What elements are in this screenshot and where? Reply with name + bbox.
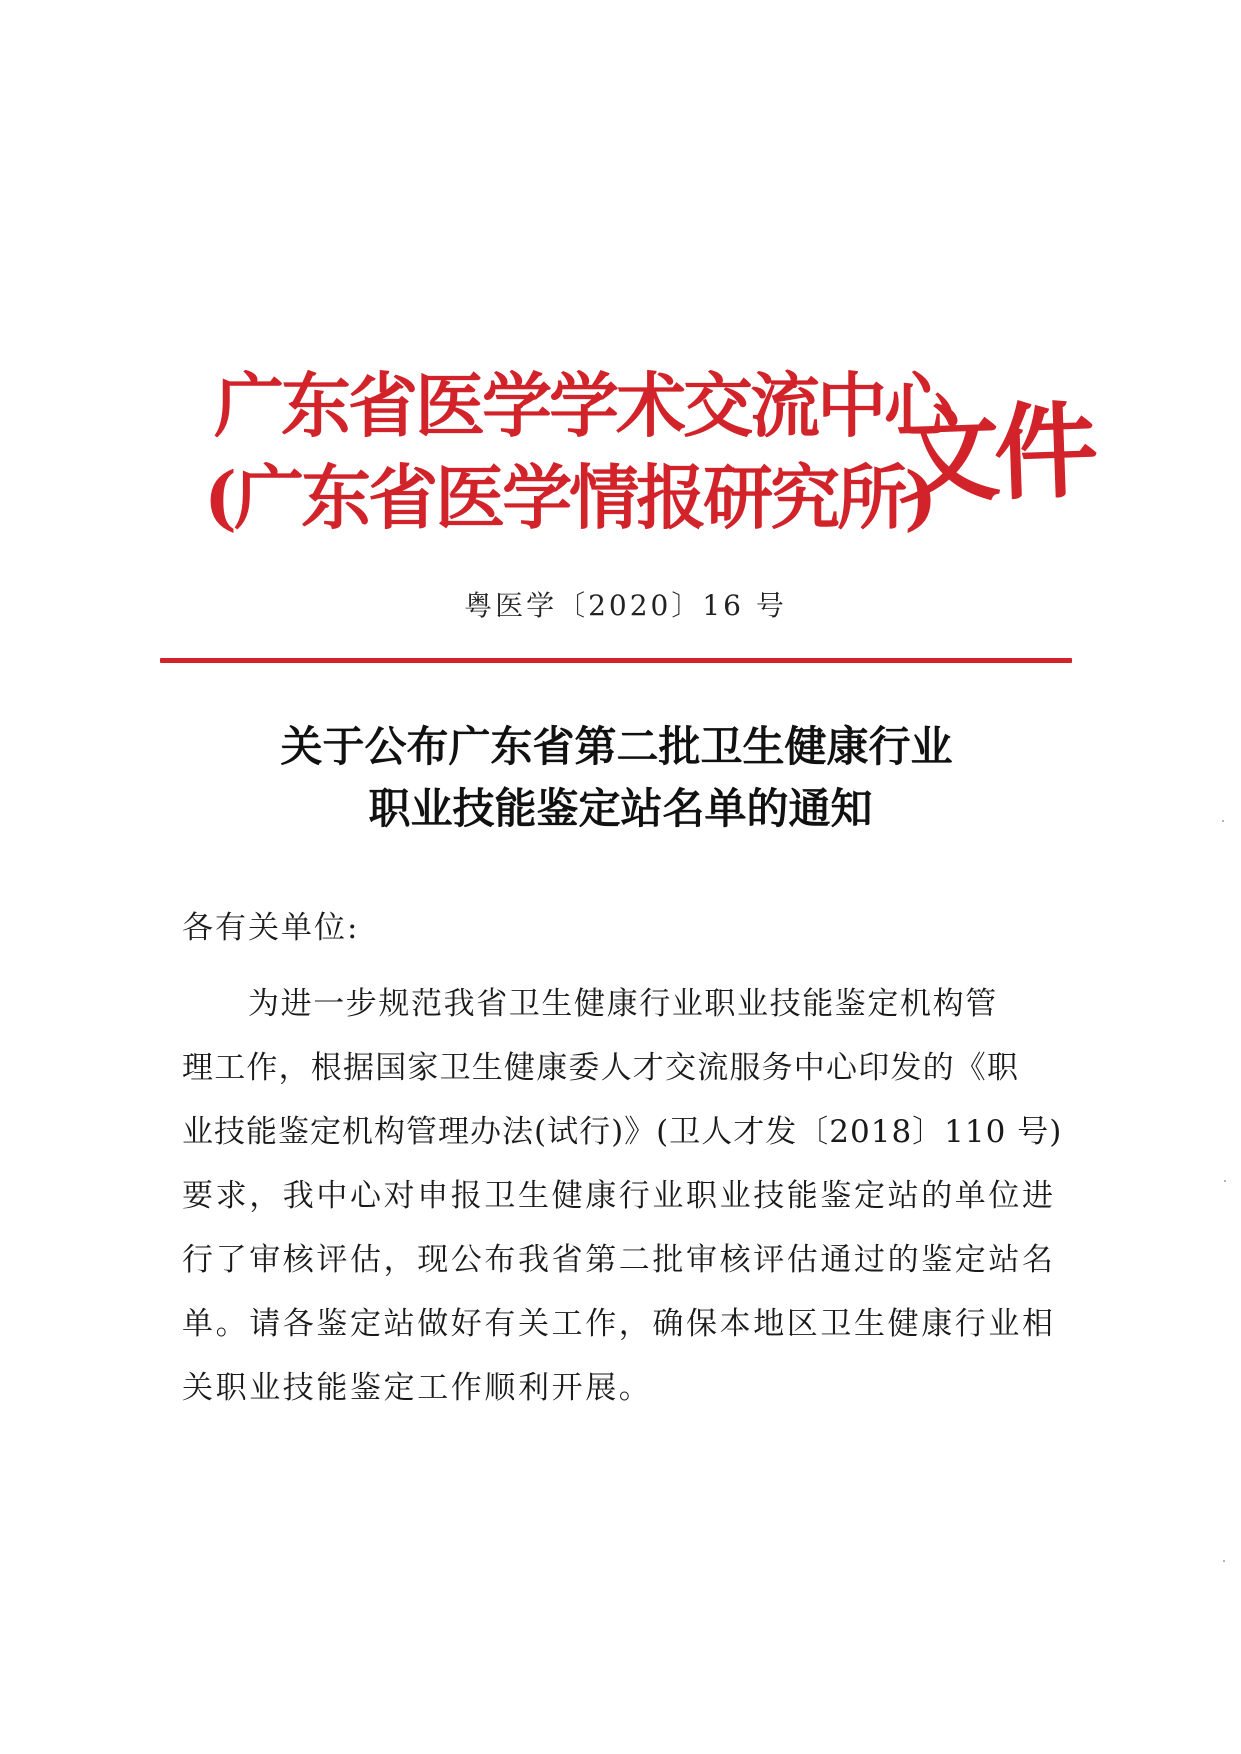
notice-title-line2: 职业技能鉴定站名单的通知 <box>368 784 873 833</box>
body-line: 行了审核评估，现公布我省第二批审核评估通过的鉴定站名 <box>182 1242 1056 1278</box>
document-number: 粤医学〔2020〕16 号 <box>464 589 787 622</box>
body-paragraph <box>182 972 1063 1420</box>
scan-speck <box>1224 1180 1226 1182</box>
notice-title-line1: 关于公布广东省第二批卫生健康行业 <box>280 722 953 771</box>
body-line: 关职业技能鉴定工作顺利开展。 <box>182 1370 653 1406</box>
notice-title <box>0 716 1241 840</box>
red-header <box>204 360 1095 560</box>
body-line: 为进一步规范我省卫生健康行业职业技能鉴定机构管 <box>248 986 998 1022</box>
document-word: 文件 <box>893 388 1095 519</box>
body-line: 业技能鉴定机构管理办法(试行)》(卫人才发〔2018〕110 号) <box>182 1114 1063 1150</box>
organization-name-line2: (广东省医学情报研究所) <box>204 456 935 539</box>
organization-name-line1: 广东省医学学术交流中心 <box>214 364 951 447</box>
red-separator-line <box>160 658 1072 663</box>
body-line: 理工作，根据国家卫生健康委人才交流服务中心印发的《职 <box>182 1050 1020 1086</box>
issuing-organization <box>204 360 951 544</box>
salutation: 各有关单位: <box>182 910 360 946</box>
scan-speck <box>1222 820 1224 822</box>
body-line: 要求，我中心对申报卫生健康行业职业技能鉴定站的单位进 <box>182 1178 1056 1214</box>
scan-speck <box>1223 1560 1225 1562</box>
body-line: 单。请各鉴定站做好有关工作，确保本地区卫生健康行业相 <box>182 1306 1056 1342</box>
